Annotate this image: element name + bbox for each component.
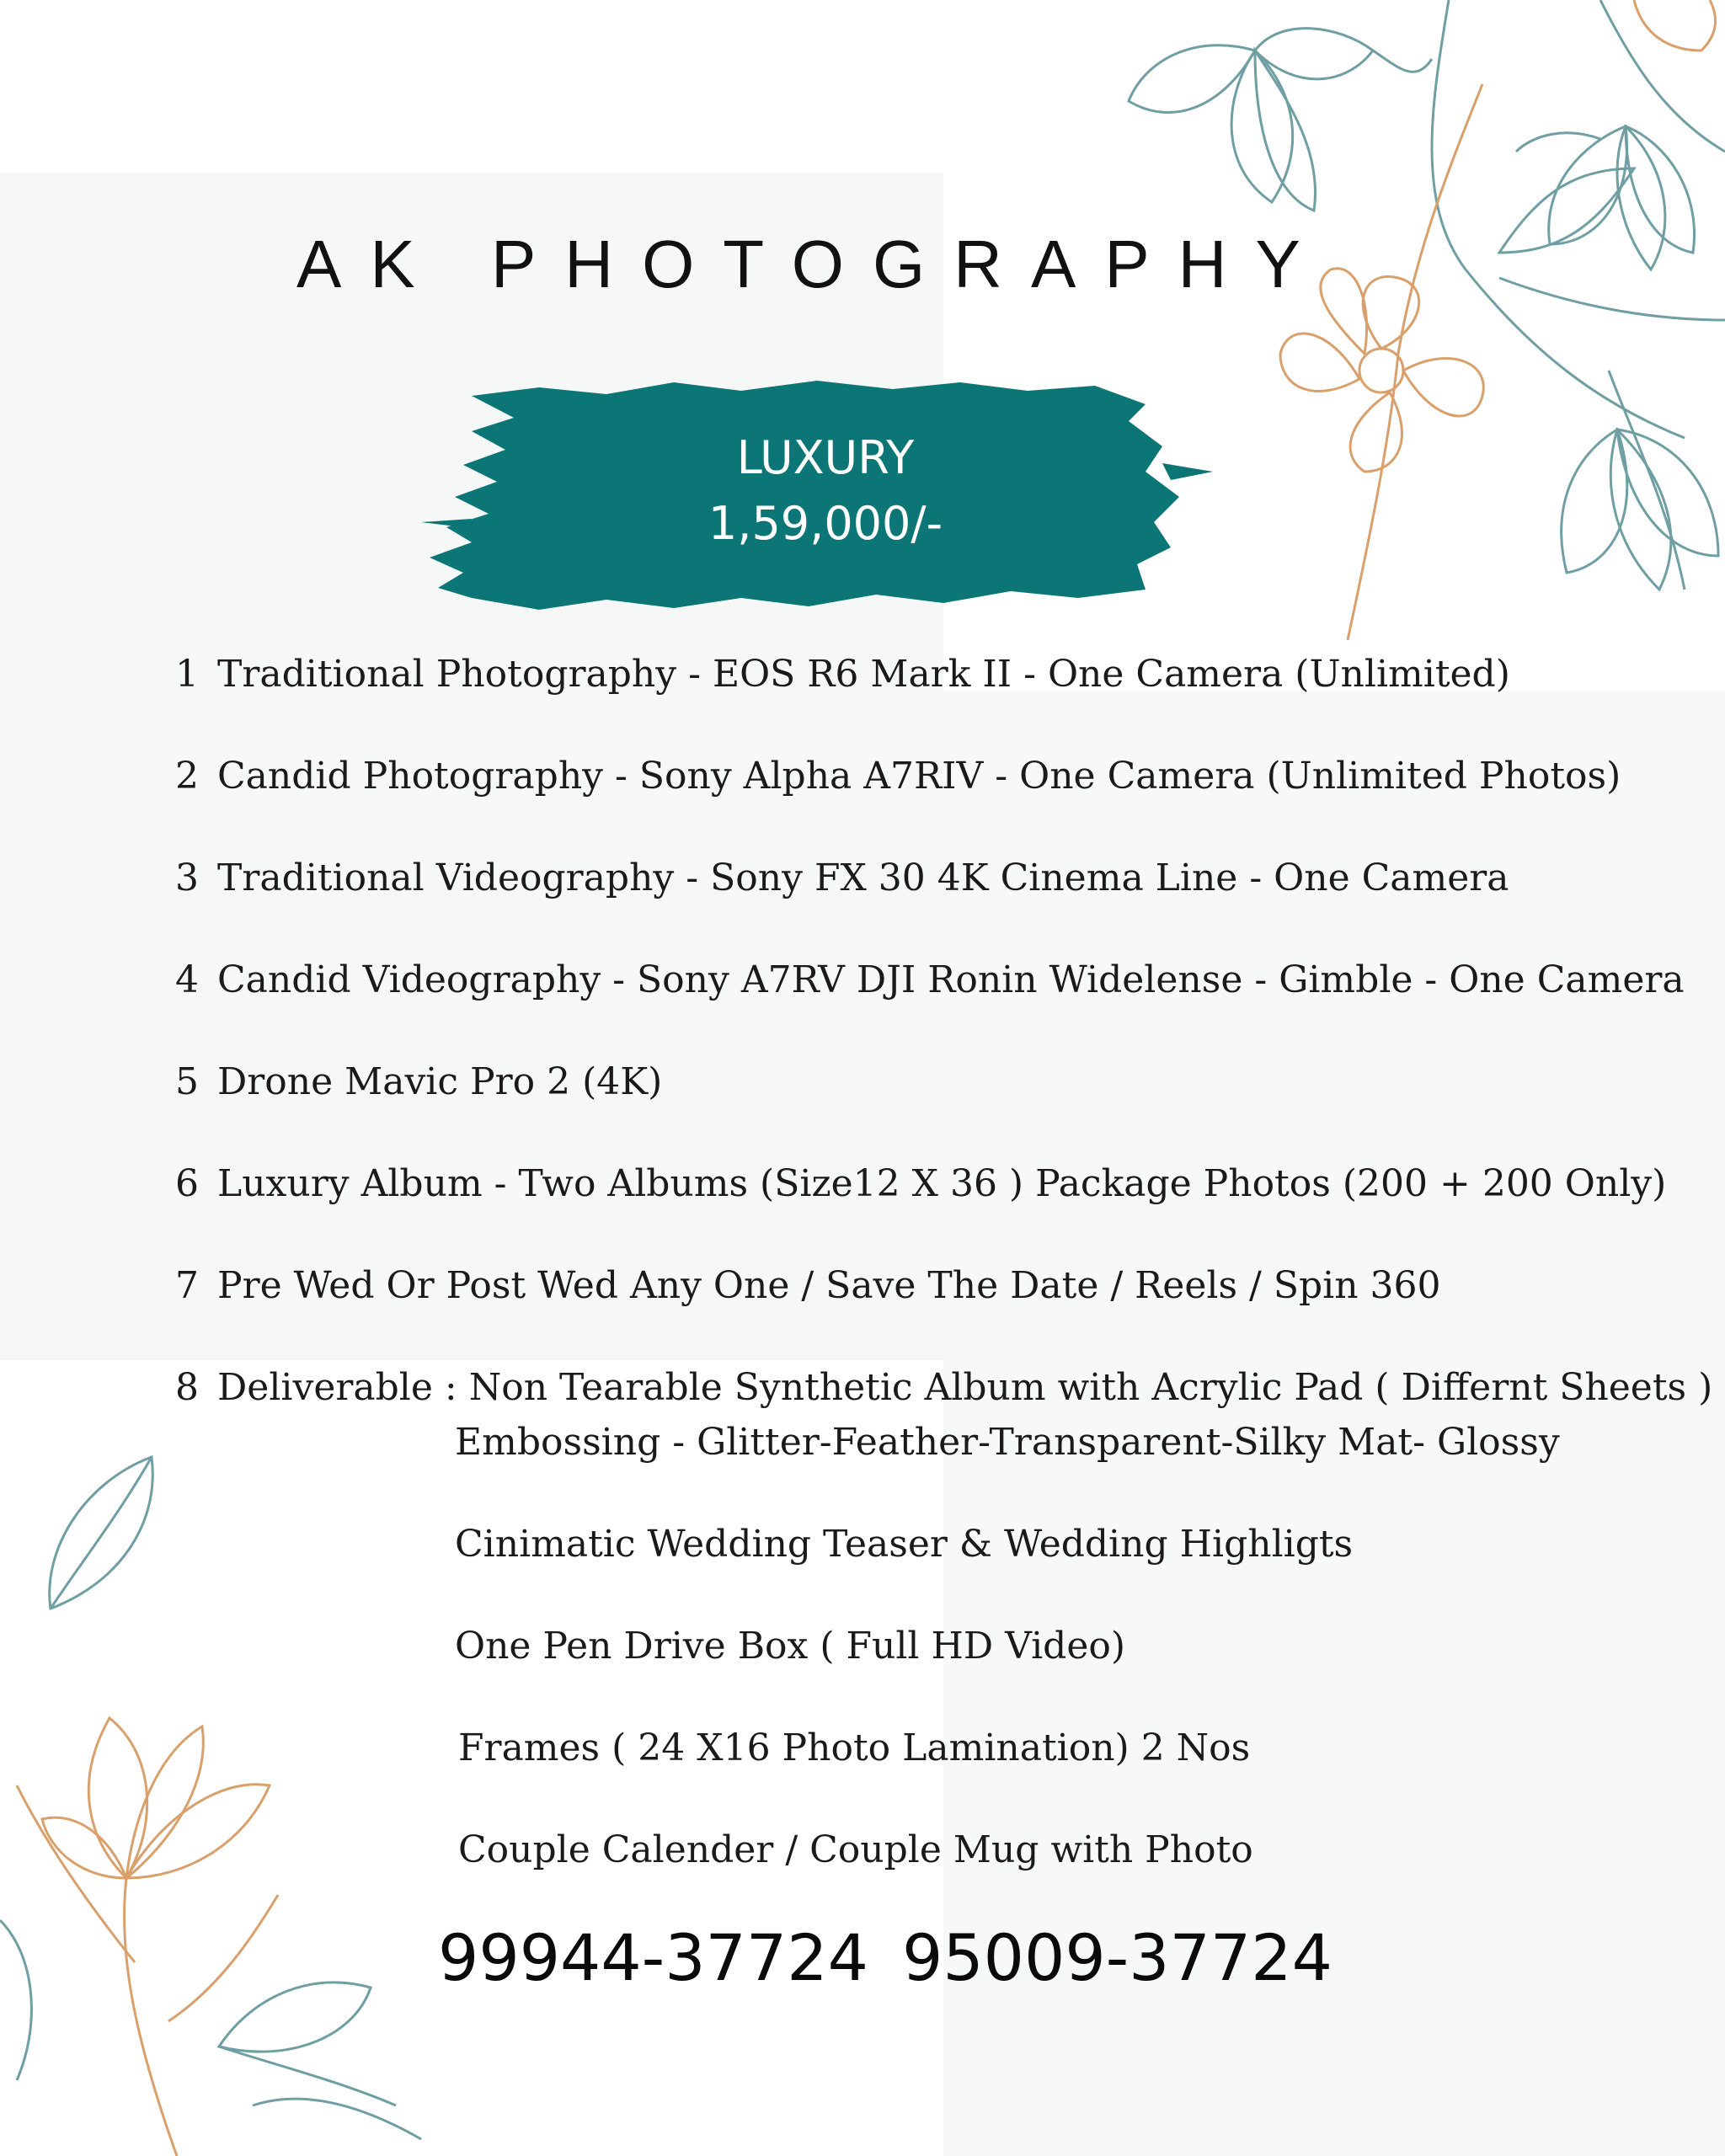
package-name: LUXURY bbox=[736, 431, 915, 484]
item-number: 4 bbox=[175, 958, 199, 1001]
item-number: 5 bbox=[175, 1060, 199, 1103]
item-text: Candid Photography - Sony Alpha A7RIV - One Camera (Unlimited Photos) bbox=[217, 755, 1621, 798]
item-number: 7 bbox=[175, 1264, 199, 1307]
deliverable-calendar-mug: Couple Calender / Couple Mug with Photo bbox=[458, 1828, 1253, 1871]
item-text: Drone Mavic Pro 2 (4K) bbox=[217, 1060, 663, 1103]
brand-title: AK PHOTOGRAPHY bbox=[296, 227, 1329, 302]
phone-number: 95009-37724 bbox=[901, 1920, 1332, 1995]
item-text: Deliverable : Non Tearable Synthetic Album with Acrylic Pad ( Differnt Sheets ) bbox=[217, 1366, 1713, 1409]
deliverable-frames: Frames ( 24 X16 Photo Lamination) 2 Nos bbox=[458, 1726, 1251, 1769]
deliverable-embossing: Embossing - Glitter-Feather-Transparent-Silky Mat- Glossy bbox=[455, 1421, 1560, 1464]
item-text: Luxury Album - Two Albums (Size12 X 36 ) Package Photos (200 + 200 Only) bbox=[217, 1162, 1667, 1205]
item-text: Pre Wed Or Post Wed Any One / Save The Date / Reels / Spin 360 bbox=[217, 1264, 1441, 1307]
list-item bbox=[175, 958, 1712, 1060]
item-number: 3 bbox=[175, 857, 199, 899]
item-text: Candid Videography - Sony A7RV DJI Ronin Widelense - Gimble - One Camera bbox=[217, 958, 1685, 1001]
list-item bbox=[175, 1264, 1712, 1366]
item-number: 8 bbox=[175, 1366, 199, 1409]
deliverable-teaser: Cinimatic Wedding Teaser & Wedding Highligts bbox=[455, 1523, 1354, 1566]
item-text: Traditional Photography - EOS R6 Mark II - One Camera (Unlimited) bbox=[217, 653, 1510, 696]
item-number: 2 bbox=[175, 755, 199, 798]
item-number: 1 bbox=[175, 653, 199, 696]
item-text: Traditional Videography - Sony FX 30 4K Cinema Line - One Camera bbox=[217, 857, 1509, 899]
list-item bbox=[175, 1162, 1712, 1264]
list-item bbox=[175, 653, 1712, 755]
deliverable-pen-drive: One Pen Drive Box ( Full HD Video) bbox=[455, 1625, 1126, 1668]
contact-phones bbox=[438, 1920, 1332, 1995]
item-number: 6 bbox=[175, 1162, 199, 1205]
package-price: 1,59,000/- bbox=[708, 497, 943, 550]
leaf-left-icon bbox=[34, 1449, 168, 1617]
floral-bottom-left-icon bbox=[0, 1684, 438, 2156]
phone-number: 99944-37724 bbox=[438, 1920, 868, 1995]
package-items-list bbox=[175, 653, 1712, 1468]
list-item bbox=[175, 1060, 1712, 1162]
list-item bbox=[175, 755, 1712, 857]
list-item bbox=[175, 857, 1712, 958]
